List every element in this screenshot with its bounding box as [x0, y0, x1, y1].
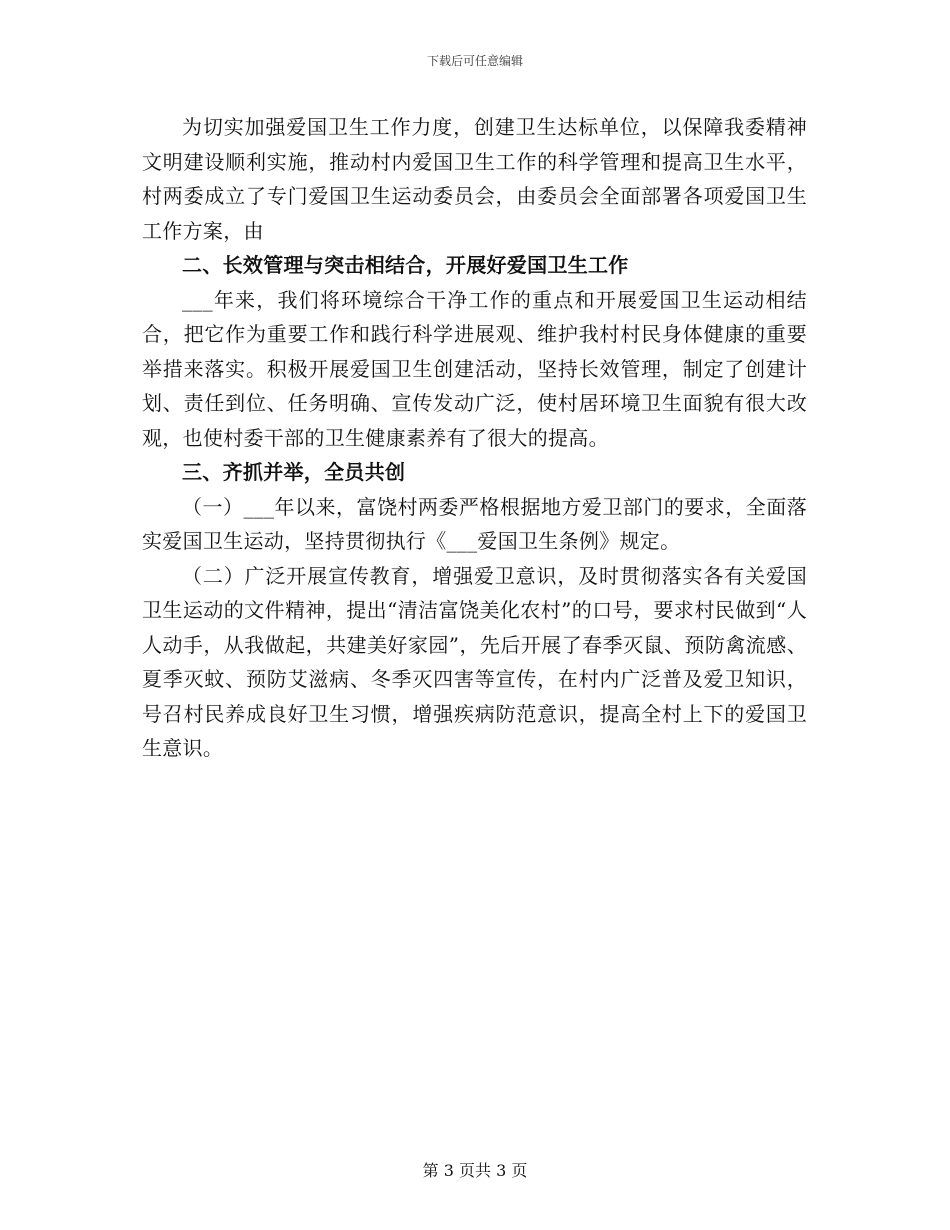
page-number: 第 3 页共 3 页: [422, 1161, 528, 1180]
document-body: [142, 110, 807, 766]
body-paragraph: （二）广泛开展宣传教育，增强爱卫意识，及时贯彻落实各有关爱国卫生运动的文件精神，提出“清洁富饶美化农村”的口号，要求村民做到“人人动手，从我做起，共建美好家园”，先后开展了春季灭鼠、预防禽流感、夏季灭蚊、预防艾滋病、冬季灭四害等宣传，在村内广泛普及爱卫知识，号召村民养成良好卫生习惯，增强疾病防范意识，提高全村上下的爱国卫生意识。: [142, 563, 807, 760]
section-heading: 二、长效管理与突击相结合，开展好爱国卫生工作: [182, 253, 629, 277]
body-paragraph: 为切实加强爱国卫生工作力度，创建卫生达标单位，以保障我委精神文明建设顺利实施，推动村内爱国卫生工作的科学管理和提高卫生水平，村两委成立了专门爱国卫生运动委员会，由委员会全面部署各项爱国卫生工作方案，由: [142, 115, 807, 243]
body-paragraph: ___年来，我们将环境综合干净工作的重点和开展爱国卫生运动相结合，把它作为重要工作和践行科学进展观、维护我村村民身体健康的重要举措来落实。积极开展爱国卫生创建活动，坚持长效管理，制定了创建计划、责任到位、任务明确、宣传发动广泛，使村居环境卫生面貌有很大改观，也使村委干部的卫生健康素养有了很大的提高。: [142, 287, 807, 450]
page-header-note: 下载后可任意编辑: [426, 54, 523, 68]
body-paragraph: （一）___年以来，富饶村两委严格根据地方爱卫部门的要求，全面落实爱国卫生运动，坚持贯彻执行《___爱国卫生条例》规定。: [142, 494, 807, 553]
section-heading: 三、齐抓并举，全员共创: [182, 460, 406, 484]
